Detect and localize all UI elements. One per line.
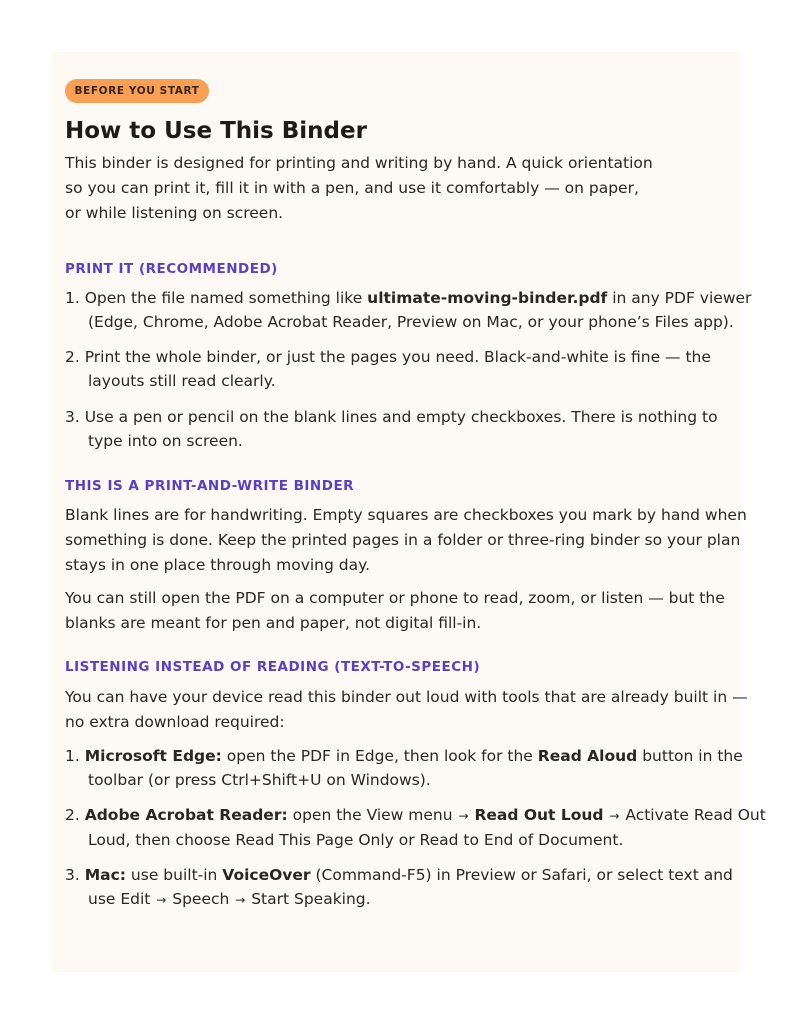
intro-paragraph xyxy=(65,151,653,226)
feature-name: Read Aloud xyxy=(537,747,638,765)
listen-heading: LISTENING INSTEAD OF READING (TEXT-TO-SPEECH) xyxy=(65,659,481,675)
print-heading: PRINT IT (RECOMMENDED) xyxy=(65,261,278,277)
print-step-3: 3. Use a pen or pencil on the blank lines and empty checkboxes. There is nothing to type into on screen. xyxy=(65,408,718,450)
arrow-right-icon: → xyxy=(609,809,620,823)
intro-line: or while listening on screen. xyxy=(65,204,284,222)
listen-step-3: 3. Mac: use built-in VoiceOver (Command-F5) in Preview or Safari, or select text and use Edit → Speech → Start Speaking. xyxy=(65,863,733,912)
step-label: Mac: xyxy=(84,866,126,884)
intro-line: This binder is designed for printing and writing by hand. A quick orientation xyxy=(65,154,653,172)
step-label: Microsoft Edge: xyxy=(84,747,222,765)
binder-page xyxy=(52,52,766,972)
listen-intro: You can have your device read this binder out loud with tools that are already built in — no extra download required: xyxy=(65,688,748,731)
arrow-right-icon: → xyxy=(156,893,167,907)
arrow-right-icon: → xyxy=(235,893,246,907)
write-paragraph-1: Blank lines are for handwriting. Empty squares are checkboxes you mark by hand when something is done. Keep the printed pages in a folder or three-ring binder so your plan stays in one place through moving day. xyxy=(65,506,747,574)
section-badge: BEFORE YOU START xyxy=(65,79,209,103)
feature-name: VoiceOver xyxy=(222,866,311,884)
feature-name: Read Out Loud xyxy=(474,806,604,824)
print-step-2: 2. Print the whole binder, or just the pages you need. Black-and-white is fine — the layouts still read clearly. xyxy=(65,348,711,390)
intro-line: so you can print it, fill it in with a pen, and use it comfortably — on paper, xyxy=(65,179,639,197)
filename-text: ultimate-moving-binder.pdf xyxy=(367,289,608,307)
write-heading: THIS IS A PRINT-AND-WRITE BINDER xyxy=(65,478,355,494)
step-label: Adobe Acrobat Reader: xyxy=(84,806,288,824)
listen-step-2: 2. Adobe Acrobat Reader: open the View menu → Read Out Loud → Activate Read Out Loud, then choose Read This Page Only or Read to End of Document. xyxy=(65,806,766,849)
page-title: How to Use This Binder xyxy=(65,118,367,144)
write-paragraph-2: You can still open the PDF on a computer or phone to read, zoom, or listen — but the blanks are meant for pen and paper, not digital fill-in. xyxy=(65,589,725,632)
listen-step-1: 1. Microsoft Edge: open the PDF in Edge, then look for the Read Aloud button in the toolbar (or press Ctrl+Shift+U on Windows). xyxy=(65,747,743,789)
print-step-1: 1. Open the file named something like ultimate-moving-binder.pdf in any PDF viewer (Edge, Chrome, Adobe Acrobat Reader, Preview on Mac, or your phone’s Files app). xyxy=(65,289,752,331)
arrow-right-icon: → xyxy=(458,809,469,823)
